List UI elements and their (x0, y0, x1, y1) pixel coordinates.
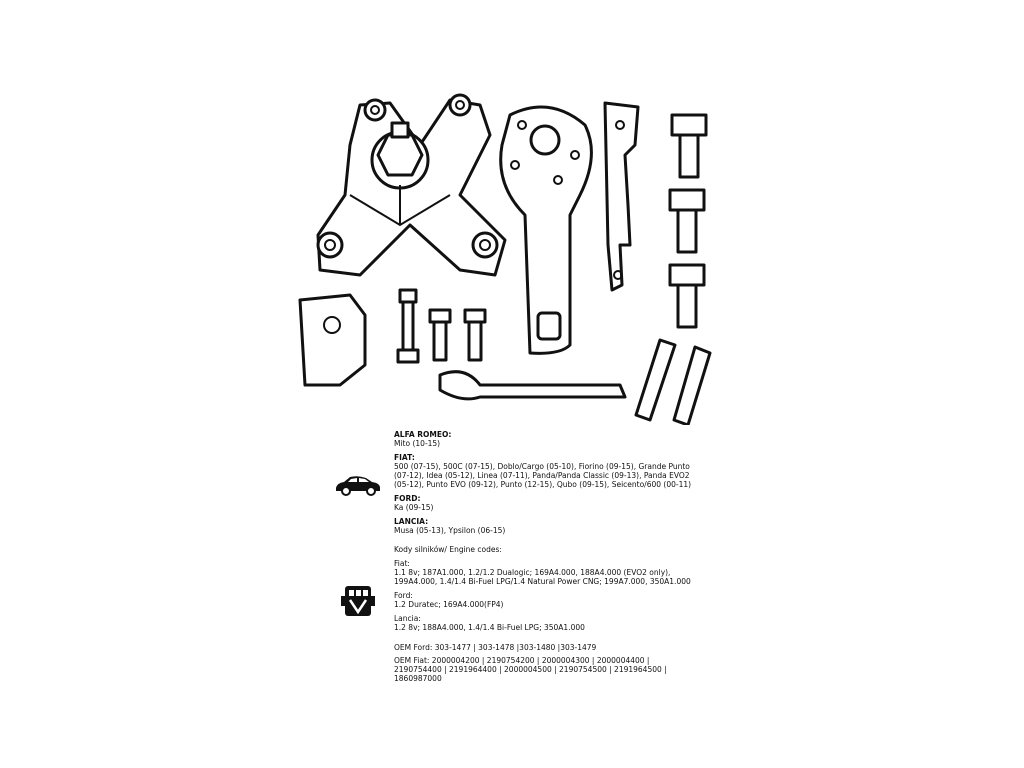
tool-kit-illustration (290, 85, 730, 425)
engine-codes-text: 1.2 8v; 188A4.000, 1.4/1.4 Bi-Fuel LPG; 350A1.000 (394, 623, 585, 632)
timing-bar (605, 103, 638, 290)
brand-label: FORD: (394, 494, 421, 503)
car-icon (334, 474, 382, 496)
brand-label: FIAT: (394, 453, 415, 462)
engine-codes-title: Kody silników/ Engine codes: (394, 545, 502, 554)
engine-brand: Fiat: (394, 559, 410, 568)
long-bolts (636, 340, 710, 425)
vehicle-entry-alfa (394, 430, 724, 448)
vehicle-entry-ford (394, 494, 724, 512)
engine-brand: Lancia: (394, 614, 421, 623)
engine-codes-text: 1.1 8v; 187A1.000, 1.2/1.2 Dualogic; 169A4.000, 188A4.000 (EVO2 only), 199A4.000, 1.4/1.4 Bi-Fuel LPG/1.4 Natural Power CNG; 199A7.000, 350A1.000 (394, 568, 691, 586)
oem-fiat-text: OEM Fiat: 2000004200 | 2190754200 | 2000004300 | 2000004400 | 2190754400 | 2191964400 | 2000004500 | 2190754500 | 2191964500 | 1860987000 (394, 656, 667, 683)
oem-ford (394, 643, 724, 652)
vehicle-entry-lancia (394, 517, 724, 535)
vehicle-entry-fiat (394, 453, 724, 489)
bolts-right (670, 115, 706, 327)
tensioner-block (300, 295, 365, 385)
engine-codes-text: 1.2 Duratec; 169A4.000(FP4) (394, 600, 504, 609)
models-text: Ka (09-15) (394, 503, 434, 512)
engine-icon (341, 582, 375, 620)
pin-wrench (440, 372, 625, 399)
bolts-small (398, 290, 485, 362)
models-text: Musa (05-13), Ypsilon (06-15) (394, 526, 506, 535)
crankshaft-lock-plate (501, 107, 592, 353)
oem-fiat (394, 656, 724, 683)
brand-label: LANCIA: (394, 517, 429, 526)
engine-entry-fiat (394, 559, 724, 586)
engine-codes-title-wrap (394, 545, 724, 554)
brand-label: ALFA ROMEO: (394, 430, 452, 439)
camshaft-holder-bracket (318, 95, 505, 275)
engine-brand: Ford: (394, 591, 413, 600)
engine-entry-lancia (394, 614, 724, 632)
models-text: Mito (10-15) (394, 439, 441, 448)
engine-entry-ford (394, 591, 724, 609)
oem-ford-text: OEM Ford: 303-1477 | 303-1478 |303-1480 |303-1479 (394, 643, 597, 652)
models-text: 500 (07-15), 500C (07-15), Doblo/Cargo (05-10), Fiorino (09-15), Grande Punto (07-12), Idea (05-12), Linea (07-11), Panda/Panda Classic (09-13), Panda EVO2 (05-12), Punto EVO (09-12), Punto (12-15), Qubo (09-15), Seicento/600 (00-11) (394, 462, 692, 489)
